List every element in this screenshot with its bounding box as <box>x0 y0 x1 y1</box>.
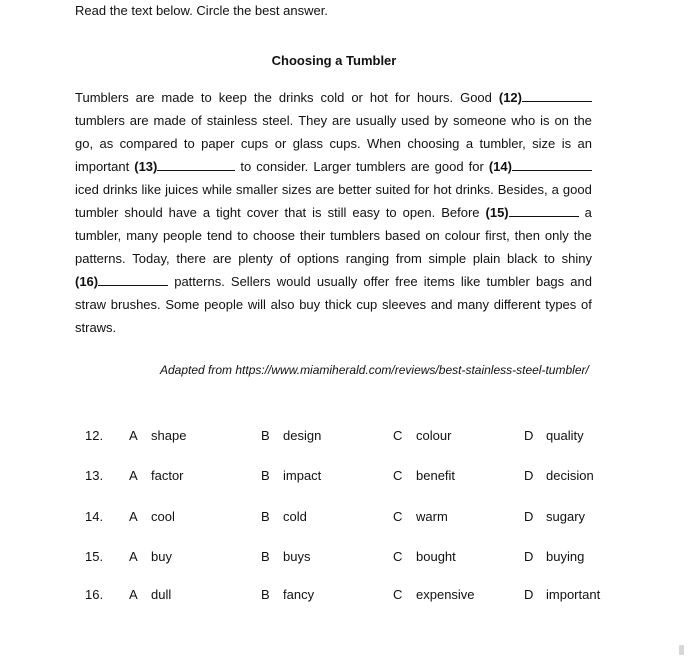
option-letter[interactable]: D <box>524 509 534 524</box>
passage-word: tight <box>216 205 241 220</box>
question-row <box>0 508 692 526</box>
option-letter[interactable]: B <box>261 549 270 564</box>
passage-word: Tumblers <box>75 90 129 105</box>
answer-blank[interactable] <box>486 201 579 224</box>
passage-word: are <box>129 113 149 128</box>
option-text[interactable]: colour <box>416 428 452 443</box>
passage-word: plain <box>472 251 501 266</box>
option-letter[interactable]: D <box>524 468 534 483</box>
option-text[interactable]: sugary <box>546 509 586 524</box>
passage-word: drinks. <box>455 182 494 197</box>
passage-word: compared <box>119 136 178 151</box>
passage-word: many <box>126 228 158 243</box>
passage-word: hot <box>369 90 388 105</box>
passage-word: first, <box>485 228 510 243</box>
passage-word: and <box>570 274 592 289</box>
passage-word: on <box>425 228 440 243</box>
passage-word: is <box>561 136 572 151</box>
passage-word: Today, <box>132 251 170 266</box>
option-letter[interactable]: C <box>393 587 403 602</box>
passage-word: bags <box>535 274 565 289</box>
passage-word: tumbler, <box>479 136 526 151</box>
passage-word: are <box>135 90 155 105</box>
passage-word: good <box>562 182 592 197</box>
option-letter[interactable]: A <box>129 587 138 602</box>
passage-word: consider. <box>256 159 309 174</box>
passage-line <box>75 201 592 224</box>
passage-word: and <box>430 297 453 312</box>
passage-word: glass <box>292 136 324 151</box>
passage-word: Good <box>460 90 492 105</box>
source-citation: Adapted from https://www.miamiherald.com/reviews/best-stainless-steel-tumbler/ <box>160 363 589 377</box>
passage-word: brushes. <box>110 297 161 312</box>
passage-word: cover <box>246 205 279 220</box>
passage-word: for <box>468 159 484 174</box>
passage-word: tumbler, <box>75 228 122 243</box>
passage-word: to <box>544 251 555 266</box>
passage-word: suited <box>375 182 411 197</box>
option-text[interactable]: factor <box>151 468 184 483</box>
question-row <box>0 586 692 604</box>
answer-blank[interactable] <box>134 155 235 178</box>
passage-word: tumbler <box>75 205 119 220</box>
passage-word: usually <box>355 113 397 128</box>
passage-line <box>75 224 592 247</box>
passage-word: while <box>202 182 232 197</box>
passage-word: the <box>253 90 272 105</box>
passage-word: are <box>410 159 430 174</box>
passage-word: to <box>237 228 249 243</box>
option-text[interactable]: impact <box>283 468 322 483</box>
passage-word: for <box>414 182 430 197</box>
passage-word: made <box>153 113 187 128</box>
option-text[interactable]: cool <box>151 509 175 524</box>
blank-line <box>98 274 168 286</box>
passage-word: black <box>507 251 538 266</box>
passage-word: patterns. <box>75 251 126 266</box>
passage-word: easy <box>352 205 380 220</box>
passage-word: based <box>384 228 421 243</box>
passage-word: items <box>423 274 455 289</box>
question-number: 13. <box>85 468 104 483</box>
question-number: 15. <box>85 549 104 564</box>
passage-word: a <box>202 205 211 220</box>
passage-word: the <box>573 228 592 243</box>
passage-word: smaller <box>235 182 278 197</box>
passage-word: better <box>338 182 372 197</box>
passage-word: will <box>247 297 266 312</box>
option-letter[interactable]: A <box>129 509 138 524</box>
passage-word: or <box>351 90 363 105</box>
question-row <box>0 427 692 445</box>
option-text[interactable]: bought <box>416 549 456 564</box>
question-number: 14. <box>85 509 104 524</box>
passage-word: to <box>385 205 397 220</box>
blank-marker: (13) <box>134 159 158 174</box>
passage-word: hot <box>433 182 452 197</box>
passage-word: their <box>299 228 326 243</box>
passage-word: Larger <box>313 159 351 174</box>
passage-word: should <box>124 205 163 220</box>
passage-title: Choosing a Tumbler <box>271 53 397 68</box>
option-letter[interactable]: C <box>393 468 403 483</box>
passage-word: choose <box>253 228 295 243</box>
passage-word: simple <box>428 251 467 266</box>
question-row <box>0 467 692 485</box>
blank-marker: (15) <box>485 205 509 220</box>
option-letter[interactable]: A <box>129 428 138 443</box>
passage-word: as <box>99 136 114 151</box>
passage-word: sizes <box>281 182 312 197</box>
passage-word: Some <box>165 297 200 312</box>
instruction-text: Read the text below. Circle the best answer. <box>75 3 328 18</box>
option-letter[interactable]: B <box>261 468 270 483</box>
passage-word: keep <box>218 90 247 105</box>
option-text[interactable]: benefit <box>416 468 456 483</box>
passage-word: hours. <box>417 90 454 105</box>
option-letter[interactable]: C <box>393 549 403 564</box>
question-row <box>0 548 692 566</box>
passage-line <box>75 293 592 316</box>
passage-word: cup <box>356 297 378 312</box>
passage-word: shiny <box>561 251 592 266</box>
passage-word: When <box>366 136 401 151</box>
answer-blank[interactable] <box>75 270 168 293</box>
passage-word: Besides, <box>497 182 548 197</box>
passage-word: or <box>274 136 287 151</box>
option-letter[interactable]: B <box>261 587 270 602</box>
passage-word: by <box>434 113 449 128</box>
option-letter[interactable]: D <box>524 587 534 602</box>
passage-word: go, <box>75 136 94 151</box>
blank-line <box>509 205 579 217</box>
blank-line <box>522 90 592 102</box>
blank-marker: (14) <box>488 159 512 174</box>
passage-word: Sellers <box>230 274 271 289</box>
passage-word: a <box>551 182 559 197</box>
passage-word: offer <box>363 274 390 289</box>
passage-word: They <box>298 113 328 128</box>
option-text[interactable]: buying <box>546 549 585 564</box>
passage-word: steel. <box>262 113 294 128</box>
passage-word: of <box>279 251 291 266</box>
option-text[interactable]: dull <box>151 587 172 602</box>
passage-word: a <box>584 205 592 220</box>
passage-word: different <box>493 297 541 312</box>
blank-marker: (16) <box>75 274 99 289</box>
passage-word: juices <box>165 182 199 197</box>
passage-word: still <box>327 205 347 220</box>
passage-word: plenty <box>238 251 273 266</box>
passage-word: Before <box>441 205 480 220</box>
passage-word: on <box>554 113 569 128</box>
passage-word: tumblers <box>355 159 406 174</box>
question-number: 12. <box>85 428 104 443</box>
passage-word: tumbler <box>486 274 530 289</box>
passage-word: people <box>204 297 244 312</box>
passage-line <box>75 178 592 201</box>
scrollbar-thumb[interactable] <box>679 645 684 655</box>
passage-word: are <box>332 113 351 128</box>
question-number: 16. <box>85 587 104 602</box>
passage-word: made <box>161 90 194 105</box>
passage-word: like <box>460 274 481 289</box>
passage-line <box>75 155 592 178</box>
passage-word: are <box>212 251 232 266</box>
passage-word: an <box>577 136 592 151</box>
passage-line <box>75 109 592 132</box>
option-letter[interactable]: D <box>524 428 534 443</box>
passage-word: people <box>162 228 202 243</box>
passage-word: is <box>540 113 550 128</box>
passage-word: of <box>581 297 592 312</box>
passage-line <box>75 86 592 109</box>
passage-line <box>75 270 592 293</box>
blank-marker: (12) <box>498 90 522 105</box>
option-text[interactable]: buys <box>283 549 311 564</box>
passage-word: buy <box>299 297 321 312</box>
option-letter[interactable]: C <box>393 428 403 443</box>
passage-word: to <box>200 90 212 105</box>
passage-word: of <box>190 113 202 128</box>
passage-word: to <box>240 159 252 174</box>
option-letter[interactable]: A <box>129 468 138 483</box>
passage-line <box>75 316 592 339</box>
passage-word: would <box>276 274 311 289</box>
passage-word: patterns. <box>174 274 225 289</box>
passage-word: colour <box>444 228 481 243</box>
passage-word: stainless <box>206 113 258 128</box>
passage-word: drinks <box>278 90 314 105</box>
option-letter[interactable]: C <box>393 509 403 524</box>
passage-line <box>75 132 592 155</box>
passage-word: who <box>511 113 536 128</box>
passage-word: the <box>573 113 592 128</box>
passage-word: free <box>395 274 418 289</box>
passage-word: tend <box>206 228 233 243</box>
passage <box>75 86 592 339</box>
passage-word: a <box>465 136 474 151</box>
option-text[interactable]: cold <box>283 509 307 524</box>
passage-word: are <box>315 182 335 197</box>
option-text[interactable]: design <box>283 428 322 443</box>
blank-line <box>157 159 235 171</box>
passage-word: drinks <box>102 182 138 197</box>
passage-word: important <box>75 159 130 174</box>
passage-word: iced <box>75 182 99 197</box>
passage-word: only <box>544 228 569 243</box>
option-letter[interactable]: B <box>261 509 270 524</box>
passage-word: many <box>457 297 490 312</box>
option-letter[interactable]: B <box>261 428 270 443</box>
passage-word: thick <box>324 297 352 312</box>
answer-blank[interactable] <box>489 155 592 178</box>
passage-word: is <box>312 205 322 220</box>
passage-word: like <box>141 182 162 197</box>
blank-line <box>512 159 592 171</box>
passage-word: that <box>284 205 307 220</box>
passage-word: sleeves <box>382 297 427 312</box>
passage-word: paper <box>201 136 235 151</box>
option-letter[interactable]: D <box>524 549 534 564</box>
passage-word: tumblers <box>330 228 380 243</box>
passage-word: cold <box>320 90 345 105</box>
option-text[interactable]: expensive <box>416 587 475 602</box>
passage-word: cups. <box>329 136 361 151</box>
passage-word: cups <box>240 136 269 151</box>
passage-word: also <box>270 297 295 312</box>
passage-word: usually <box>316 274 358 289</box>
passage-word: then <box>514 228 540 243</box>
option-text[interactable]: warm <box>416 509 448 524</box>
passage-word: for <box>394 90 411 105</box>
option-text[interactable]: fancy <box>283 587 315 602</box>
passage-word: there <box>176 251 206 266</box>
option-text[interactable]: buy <box>151 549 172 564</box>
option-text[interactable]: quality <box>546 428 584 443</box>
passage-word: have <box>168 205 197 220</box>
passage-word: size <box>532 136 556 151</box>
passage-word: good <box>434 159 464 174</box>
passage-word: types <box>545 297 577 312</box>
passage-word: options <box>297 251 340 266</box>
option-text[interactable]: important <box>546 587 601 602</box>
passage-word: used <box>401 113 430 128</box>
passage-word: someone <box>452 113 507 128</box>
passage-word: tumblers <box>75 113 125 128</box>
passage-line <box>75 247 592 270</box>
passage-word: straw <box>75 297 107 312</box>
passage-word: choosing <box>407 136 460 151</box>
passage-word: open. <box>402 205 436 220</box>
option-text[interactable]: decision <box>546 468 594 483</box>
option-text[interactable]: shape <box>151 428 187 443</box>
passage-word: ranging <box>345 251 390 266</box>
passage-word: to <box>183 136 195 151</box>
answer-blank[interactable] <box>499 86 592 109</box>
passage-word: straws. <box>75 320 117 335</box>
option-letter[interactable]: A <box>129 549 138 564</box>
passage-word: from <box>395 251 422 266</box>
